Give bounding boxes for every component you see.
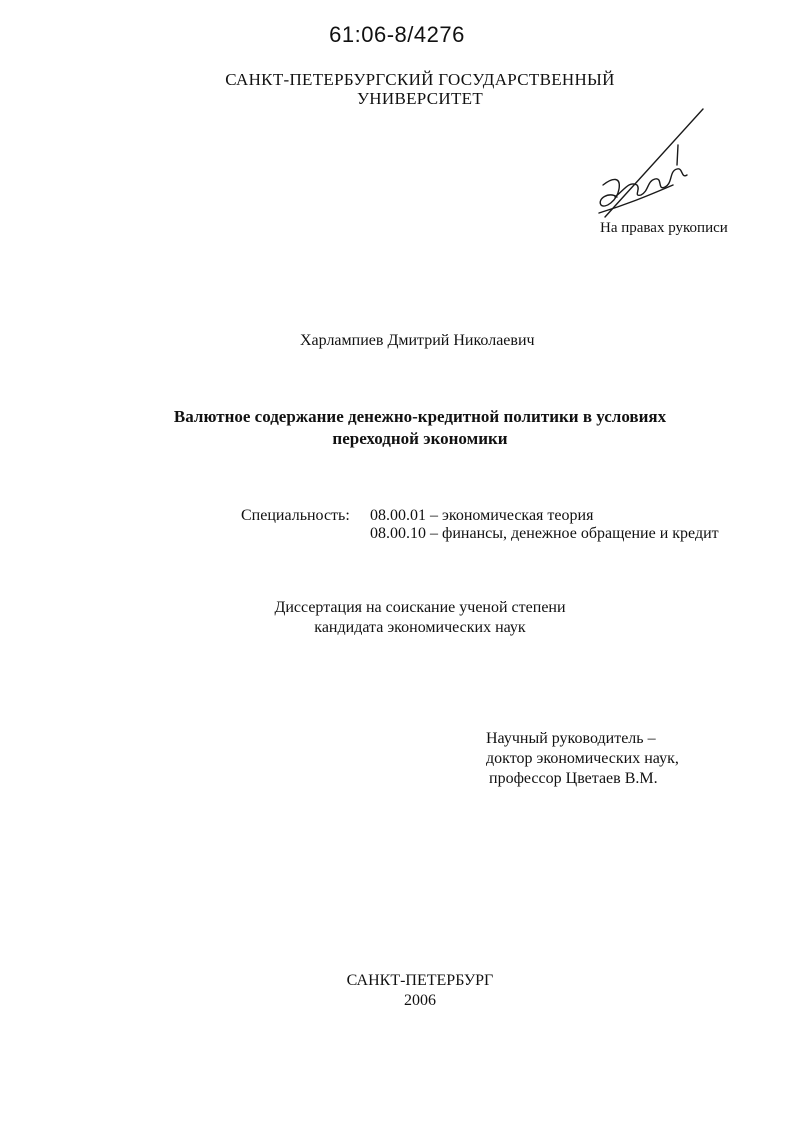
specialty-label: Специальность: <box>241 507 350 524</box>
signature-underline-stroke <box>599 185 673 213</box>
supervisor-line3: профессор Цветаев В.М. <box>489 770 658 787</box>
dissertation-title <box>100 406 740 450</box>
signature-tick-stroke <box>677 145 678 165</box>
degree-statement <box>170 598 670 638</box>
university-name <box>190 70 650 108</box>
specialty-item: 08.00.01 – экономическая теория <box>370 507 594 524</box>
degree-statement-line2: кандидата экономических наук <box>314 619 526 636</box>
signature-loop-stroke <box>600 179 619 206</box>
author-name: Харлампиев Дмитрий Николаевич <box>300 332 535 349</box>
dissertation-title-line2: переходной экономики <box>332 429 508 448</box>
degree-statement-line1: Диссертация на соискание ученой степени <box>274 599 566 616</box>
handwritten-signature <box>585 105 715 225</box>
supervisor-line1: Научный руководитель – <box>486 730 656 747</box>
catalog-number: 61:06-8/4276 <box>329 22 465 47</box>
year: 2006 <box>404 992 436 1009</box>
manuscript-rights-note: На правах рукописи <box>600 220 728 236</box>
supervisor-line2: доктор экономических наук, <box>486 750 679 767</box>
university-name-line1: САНКТ-ПЕТЕРБУРГСКИЙ ГОСУДАРСТВЕННЫЙ <box>225 70 615 89</box>
city-and-year <box>260 971 580 1011</box>
scientific-supervisor <box>486 729 679 789</box>
specialty-item: 08.00.10 – финансы, денежное обращение и кредит <box>370 525 719 542</box>
city: САНКТ-ПЕТЕРБУРГ <box>346 972 494 989</box>
dissertation-title-line1: Валютное содержание денежно-кредитной политики в условиях <box>173 407 667 426</box>
signature-slash-stroke <box>605 109 703 217</box>
signature-body-stroke <box>615 169 687 197</box>
university-name-line2: УНИВЕРСИТЕТ <box>356 89 484 108</box>
